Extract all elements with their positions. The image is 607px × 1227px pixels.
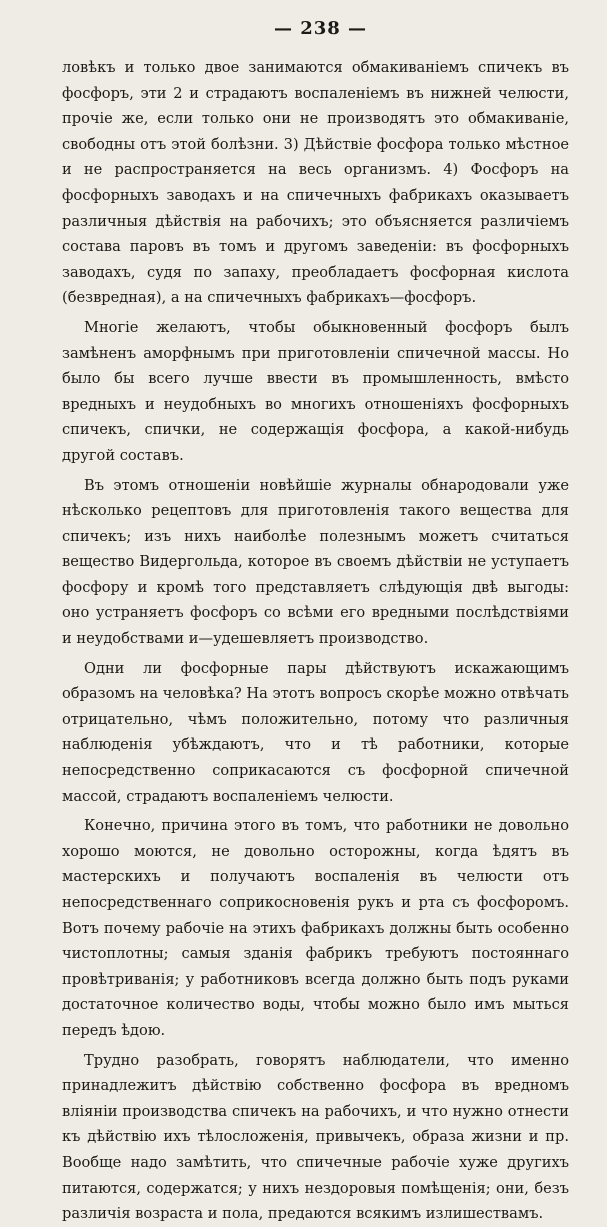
paragraph: Многіе желаютъ, чтобы обыкновенный фосфоръ былъ замѣненъ аморфнымъ при приготовленіи спичечной массы. Но было бы всего лучше ввести въ промышленность, вмѣсто вредныхъ и неудобныхъ во многихъ отношеніяхъ фосфорныхъ спичекъ, спички, не содержащія фосфора, а какой-нибудь другой составъ. <box>62 318 569 464</box>
page-number: — 238 — <box>273 18 368 39</box>
paragraph: Конечно, причина этого въ томъ, что работники не довольно хорошо моются, не довольно осторожны, когда ѣдятъ въ мастерскихъ и получаютъ воспаленія въ челюсти отъ непосредственнаго соприкосновенія рукъ и рта съ фосфоромъ. Вотъ почему рабочіе на этихъ фабрикахъ должны быть особенно чистоплотны; самыя зданія фабрикъ требуютъ постояннаго провѣтриванія; у работниковъ всегда должно быть подъ руками достаточное количество воды, чтобы можно было имъ мыться передъ ѣдою. <box>62 817 569 1039</box>
paragraph: Одни ли фосфорные пары дѣйствуютъ искажающимъ образомъ на человѣка? На этотъ вопросъ скорѣе можно отвѣчать отрицательно, чѣмъ положительно, потому что различныя наблюденія убѣждаютъ, что и тѣ работники, которые непосредственно соприкасаются съ фосфорной спичечной массой, страдаютъ воспаленіемъ челюсти. <box>62 659 569 805</box>
paragraph-continued: ловѣкъ и только двое занимаются обмакиваніемъ спичекъ въ фосфоръ, эти 2 и страдаютъ воспаленіемъ въ нижней челюсти, прочіе же, если только они не производятъ это обмакиваніе, свободны отъ этой болѣзни. 3) Дѣйствіе фосфора только мѣстное и не распространяется на весь организмъ. 4) Фосфоръ на фосфорныхъ заводахъ и на спичечныхъ фабрикахъ оказываетъ различныя дѣйствія на рабочихъ; это объясняется различіемъ состава паровъ въ томъ и другомъ заведеніи: въ фосфорныхъ заводахъ, судя по запаху, преобладаетъ фосфорная кислота (безвредная), а на спичечныхъ фабрикахъ—фосфоръ. <box>62 59 569 307</box>
paragraph: Трудно разобрать, говорятъ наблюдатели, что именно принадлежитъ дѣйствію собственно фосфора въ вредномъ вліяніи производства спичекъ на рабочихъ, и что нужно отнести къ дѣйствію ихъ тѣлосложенія, привычекъ, образа жизни и пр. Вообще надо замѣтить, что спичечные рабочіе хуже другихъ питаются, содержатся; у нихъ нездоровыя помѣщенія; они, безъ различія возраста и пола, предаются всякимъ излишествамъ. <box>62 1051 569 1223</box>
paragraph: Въ этомъ отношеніи новѣйшіе журналы обнародовали уже нѣсколько рецептовъ для приготовленія такого вещества для спичекъ; изъ нихъ наиболѣе полезнымъ можетъ считаться вещество Видергольда, которое въ своемъ дѣйствіи не уступаетъ фосфору и кромѣ того представляетъ слѣдующія двѣ выгоды: оно устраняетъ фосфоръ со всѣми его вредными послѣдствіями и неудобствами и—удешевляетъ производство. <box>62 476 569 648</box>
